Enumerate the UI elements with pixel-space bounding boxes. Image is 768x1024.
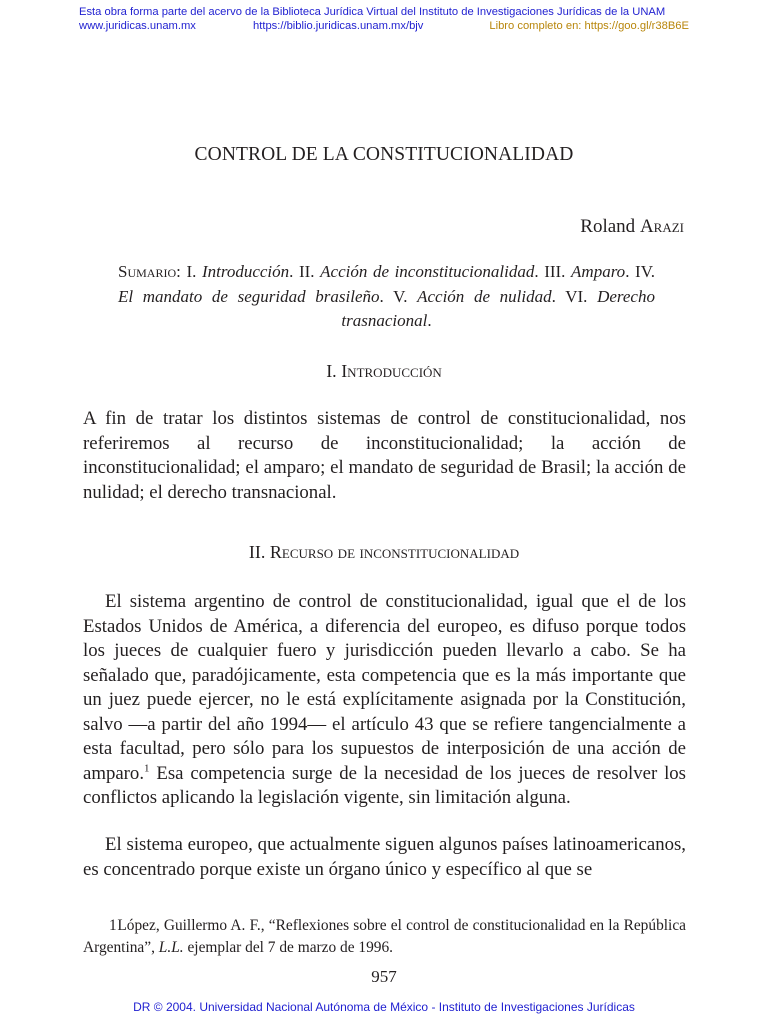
body-paragraph-2: El sistema europeo, que actualmente siguen algunos países latinoamericanos, es concentrado porque existe un órgano único y específico al que se: [83, 834, 686, 880]
juridicas-link[interactable]: www.juridicas.unam.mx: [79, 20, 196, 32]
section-title: Introducción: [341, 361, 442, 381]
biblio-link[interactable]: https://biblio.juridicas.unam.mx/bjv: [253, 20, 424, 32]
intro-paragraph: A fin de tratar los distintos sistemas de control de constitucionalidad, nos referiremos al recurso de inconstitucionalidad; la acción de inconstitucionalidad; el amparo; el mandato de seguridad de Brasil; la acción de nulidad; el derecho transnacional.: [83, 408, 686, 503]
summary-num-3: III.: [544, 262, 566, 281]
author-first-name: Roland: [580, 216, 636, 237]
summary-num-1: I.: [186, 262, 197, 281]
summary-label: Sumario: [118, 262, 177, 281]
body-paragraph-1: [83, 590, 686, 811]
chapter-summary: Sumario: I. Introducción. II. Acción de inconstitucionalidad. III. Amparo. IV. El mandato de seguridad brasileño. V. Acción de nulidad. VI. Derecho trasnacional.: [118, 262, 656, 330]
full-book-link[interactable]: Libro completo en: https://goo.gl/r38B6E: [489, 20, 689, 32]
author-last-name: Arazi: [639, 216, 684, 237]
footnote-number: 1: [109, 917, 117, 934]
footnote-italic: L.L.: [158, 939, 184, 956]
summary-num-2: II.: [298, 262, 315, 281]
summary-item-2: Acción de inconstitucionalidad: [320, 262, 535, 281]
source-banner: [79, 5, 691, 33]
page-number: 957: [371, 967, 397, 986]
paragraph-text: Esa competencia surge de la necesidad de los jueces de resolver los conflictos aplicando la legislación vigente, sin limitación alguna.: [83, 762, 686, 808]
footnote-reference[interactable]: 1: [144, 762, 150, 775]
section-heading-recurso: [0, 542, 768, 563]
section-number: II.: [248, 542, 266, 562]
summary-item-4: El mandato de seguridad brasileño: [118, 286, 380, 306]
footnote-text: López, Guillermo A. F., “Reflexiones sobre el control de constitucionalidad en la República Argentina”,: [83, 917, 686, 956]
footnote-text-end: ejemplar del 7 de marzo de 1996.: [183, 939, 394, 956]
section-heading-introduccion: [0, 361, 768, 382]
summary-num-5: V.: [393, 286, 408, 306]
paragraph-text: El sistema argentino de control de constitucionalidad, igual que el de los Estados Unidos de América, a diferencia del europeo, es difuso porque todos los jueces de cualquier fuero y jurisdicción pueden llevarlo a cabo. Se ha señalado que, paradójicamente, esta competencia que es la más importante que un juez puede ejercer, no le está explícitamente asignada por la Constitución, salvo —a partir del año 1994— el artículo 43 que se refiere tangencialmente a esta facultad, pero sólo para los supuestos de interposición de una acción de amparo.: [83, 591, 686, 784]
copyright-notice: DR © 2004. Universidad Nacional Autónoma de México - Instituto de Investigaciones Jurídicas: [133, 1000, 635, 1014]
summary-item-5: Acción de nulidad: [417, 286, 552, 306]
section-number: I.: [326, 361, 337, 381]
summary-item-3: Amparo: [571, 262, 626, 281]
summary-item-6: Derecho trasnacional: [341, 286, 655, 330]
banner-links: [79, 19, 691, 33]
footnote: [83, 915, 686, 959]
summary-num-4: IV.: [635, 262, 656, 281]
summary-num-6: VI.: [565, 286, 588, 306]
banner-notice: Esta obra forma parte del acervo de la Biblioteca Jurídica Virtual del Instituto de Investigaciones Jurídicas de la UNAM: [79, 6, 666, 18]
author-name: [580, 216, 684, 238]
summary-item-1: Introducción: [201, 262, 290, 281]
chapter-title: CONTROL DE LA CONSTITUCIONALIDAD: [194, 144, 574, 165]
section-title: Recurso de inconstitucionalidad: [269, 542, 520, 562]
